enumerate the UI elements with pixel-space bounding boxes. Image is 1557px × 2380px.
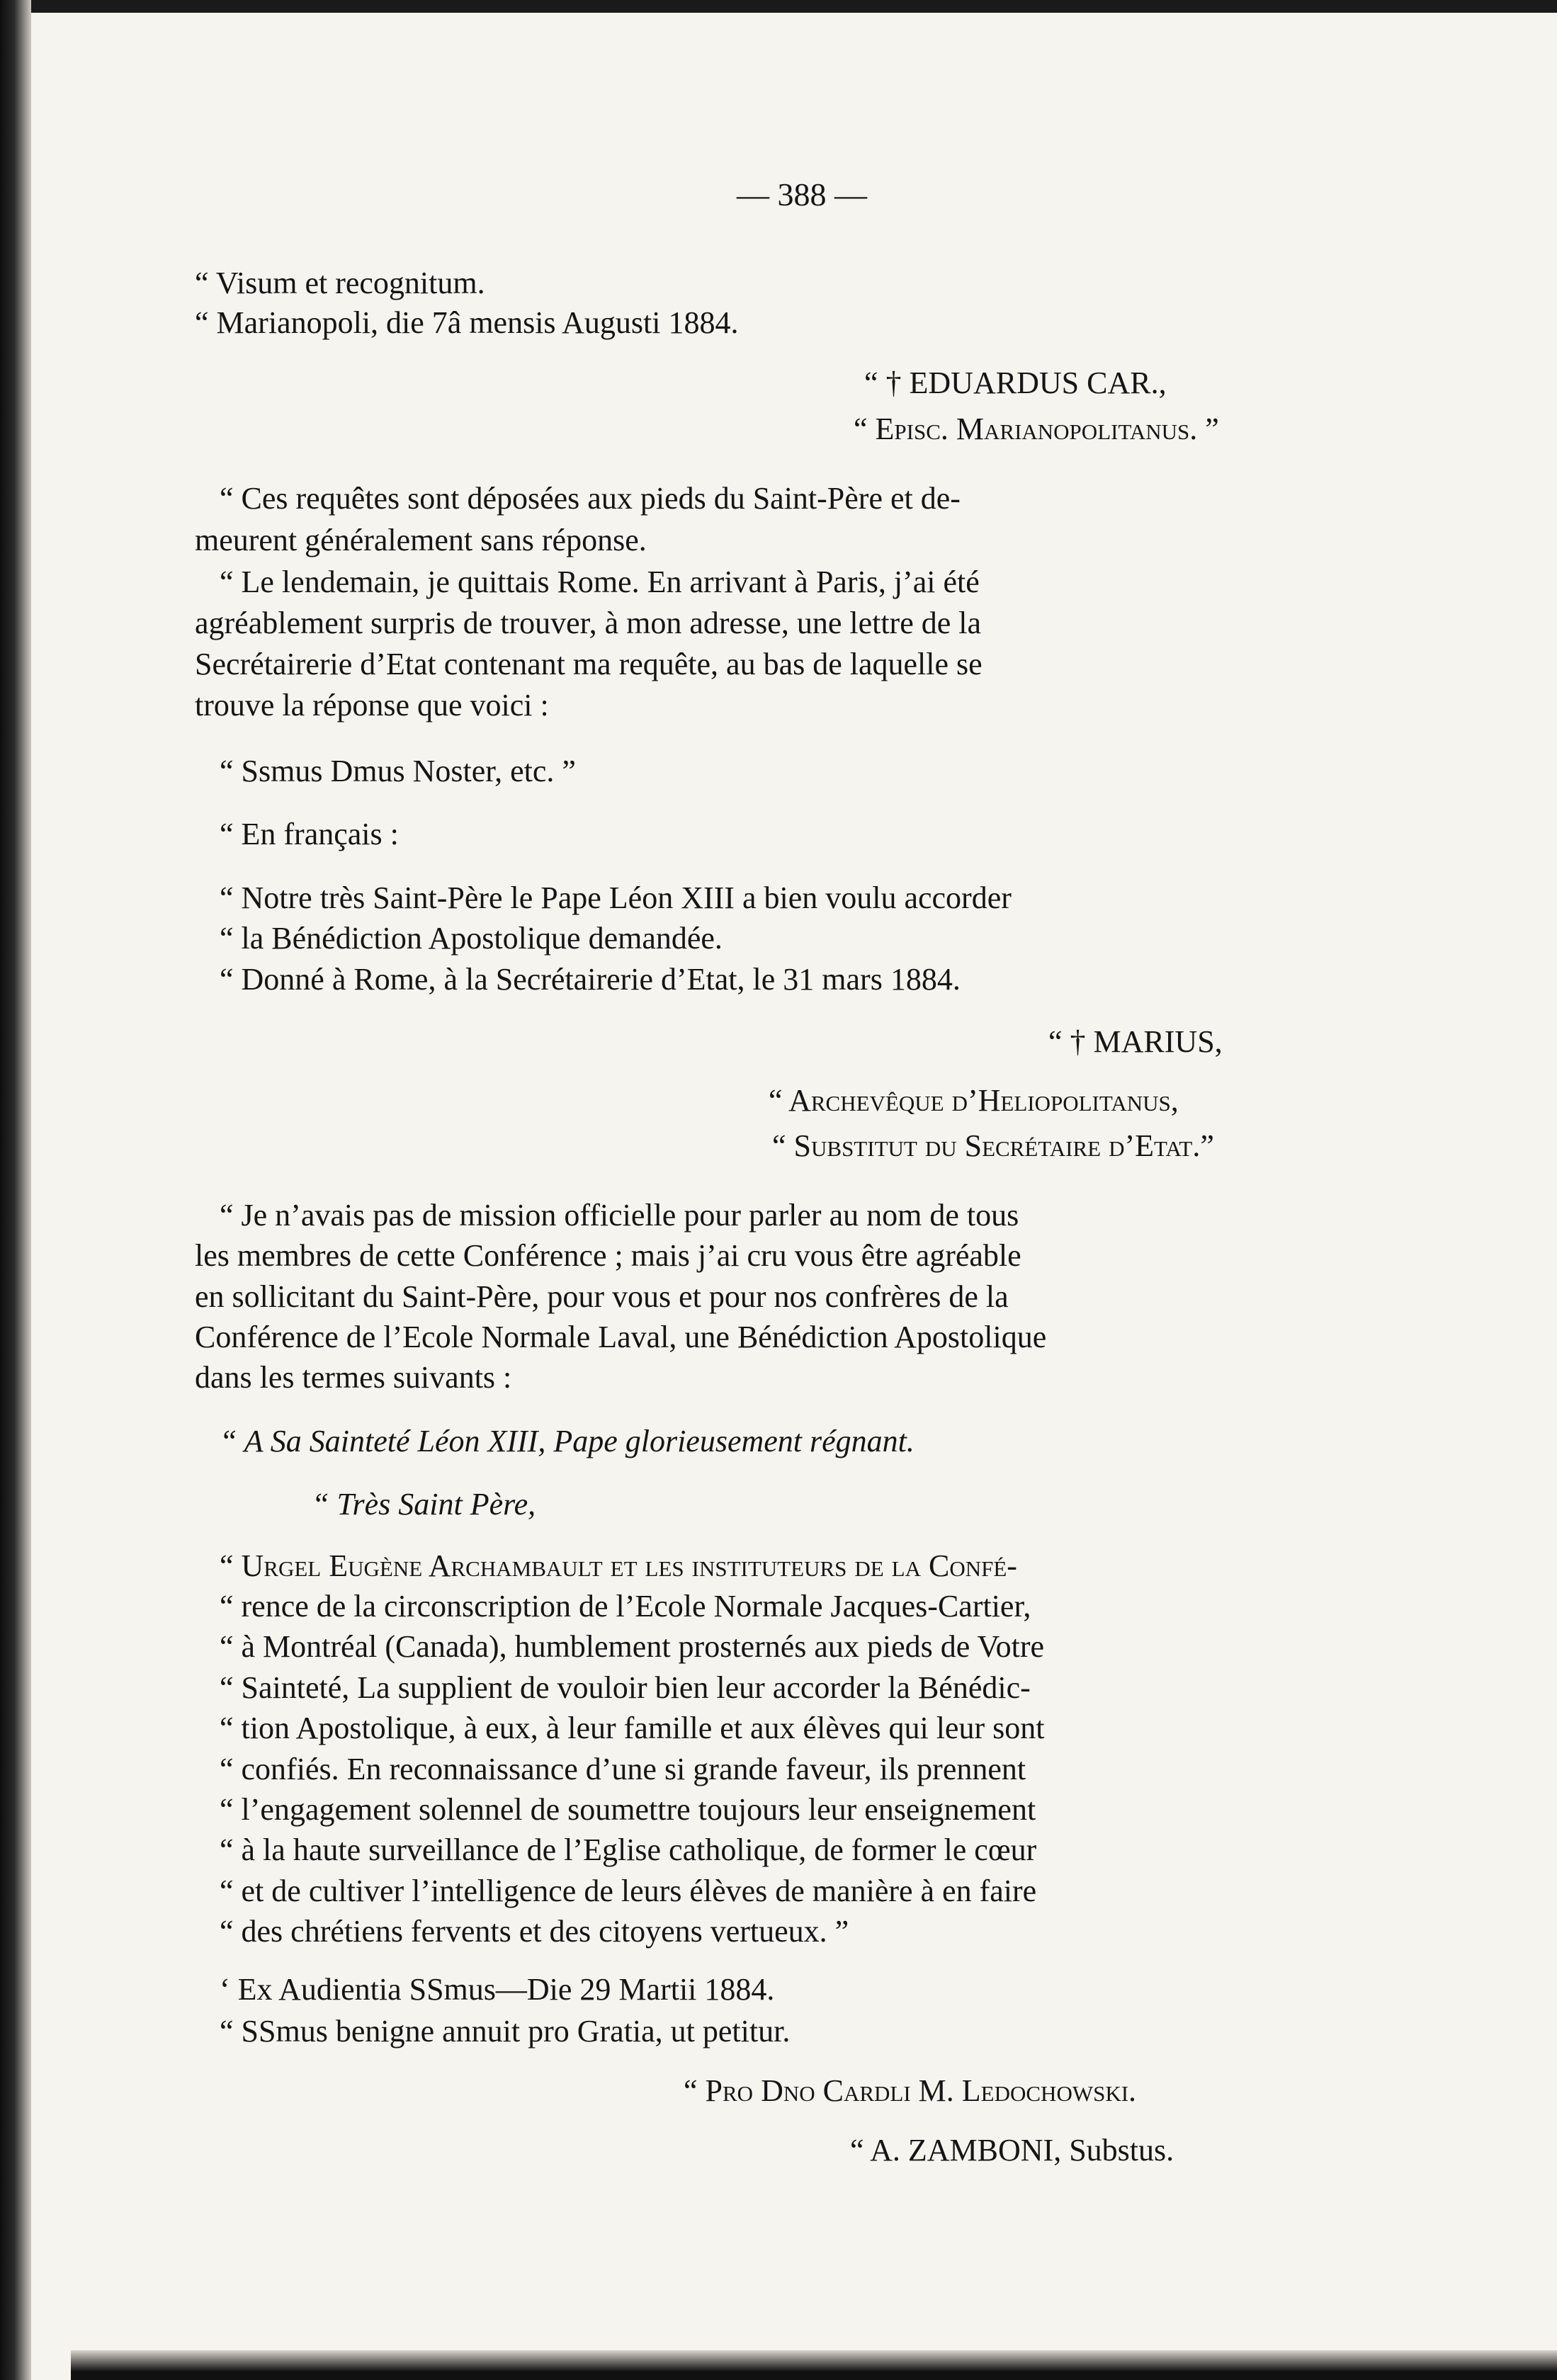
- text-line: “ Ces requêtes sont déposées aux pieds du Saint-Père et de-: [220, 481, 961, 516]
- text-line: “ Episc. Marianopolitanus. ”: [854, 412, 1219, 446]
- text-line: “ A Sa Sainteté Léon XIII, Pape glorieusement régnant.: [220, 1424, 915, 1458]
- text-line: “ Pro Dno Cardli M. Ledochowski.: [684, 2073, 1137, 2108]
- text-line: “ Notre très Saint-Père le Pape Léon XIII a bien voulu accorder: [220, 880, 1012, 915]
- text-line: “ et de cultiver l’intelligence de leurs élèves de manière à en faire: [220, 1874, 1037, 1908]
- text-line: meurent généralement sans réponse.: [195, 523, 647, 557]
- text-line: “ † EDUARDUS CAR.,: [864, 366, 1167, 400]
- text-line: “ Archevêque d’Heliopolitanus,: [769, 1083, 1179, 1118]
- text-line: “ En français :: [220, 817, 399, 851]
- text-line: “ Urgel Eugène Archambault et les instituteurs de la Confé-: [220, 1548, 1017, 1583]
- text-line: “ SSmus benigne annuit pro Gratia, ut petitur.: [220, 2014, 791, 2048]
- text-line: “ Ssmus Dmus Noster, etc. ”: [220, 754, 576, 788]
- text-line: Secrétairerie d’Etat contenant ma requête, au bas de laquelle se: [195, 647, 983, 681]
- text-line: “ Très Saint Père,: [312, 1487, 536, 1522]
- scan-edge-top: [21, 0, 1557, 13]
- text-line: “ Visum et recognitum.: [195, 266, 485, 300]
- text-line: “ Je n’avais pas de mission officielle pour parler au nom de tous: [220, 1198, 1019, 1232]
- text-line: Conférence de l’Ecole Normale Laval, une Bénédiction Apostolique: [195, 1320, 1047, 1354]
- scan-edge-bottom: [71, 2350, 1557, 2380]
- text-line: “ confiés. En reconnaissance d’une si grande faveur, ils prennent: [220, 1752, 1026, 1786]
- text-line: “ Sainteté, La supplient de vouloir bien leur accorder la Bénédic-: [220, 1670, 1031, 1705]
- text-line: “ tion Apostolique, à eux, à leur famille et aux élèves qui leur sont: [220, 1711, 1045, 1745]
- text-line: les membres de cette Conférence ; mais j’ai cru vous être agréable: [195, 1238, 1021, 1273]
- text-line: “ Le lendemain, je quittais Rome. En arrivant à Paris, j’ai été: [220, 565, 980, 599]
- text-line: “ à Montréal (Canada), humblement prosternés aux pieds de Votre: [220, 1629, 1045, 1664]
- text-line: “ l’engagement solennel de soumettre toujours leur enseignement: [220, 1792, 1036, 1827]
- text-line: ‘ Ex Audientia SSmus—Die 29 Martii 1884.: [220, 1972, 775, 2007]
- text-line: dans les termes suivants :: [195, 1360, 512, 1395]
- text-line: trouve la réponse que voici :: [195, 688, 549, 722]
- text-line: “ Substitut du Secrétaire d’Etat.”: [772, 1128, 1214, 1163]
- text-line: “ à la haute surveillance de l’Eglise catholique, de former le cœur: [220, 1832, 1037, 1867]
- text-line: agréablement surpris de trouver, à mon adresse, une lettre de la: [195, 606, 982, 640]
- scan-edge-left: [0, 0, 31, 2380]
- text-line: “ Marianopoli, die 7â mensis Augusti 1884.: [195, 305, 739, 340]
- text-line: “ des chrétiens fervents et des citoyens vertueux. ”: [220, 1914, 849, 1949]
- text-line: en sollicitant du Saint-Père, pour vous et pour nos confrères de la: [195, 1279, 1009, 1314]
- text-line: “ A. ZAMBONI, Substus.: [850, 2133, 1174, 2168]
- text-line: “ rence de la circonscription de l’Ecole Normale Jacques-Cartier,: [220, 1589, 1031, 1624]
- text-line: “ Donné à Rome, à la Secrétairerie d’Etat, le 31 mars 1884.: [220, 962, 961, 997]
- text-line: “ † MARIUS,: [1048, 1024, 1223, 1059]
- page-number: — 388 —: [737, 176, 867, 212]
- text-line: “ la Bénédiction Apostolique demandée.: [220, 921, 723, 956]
